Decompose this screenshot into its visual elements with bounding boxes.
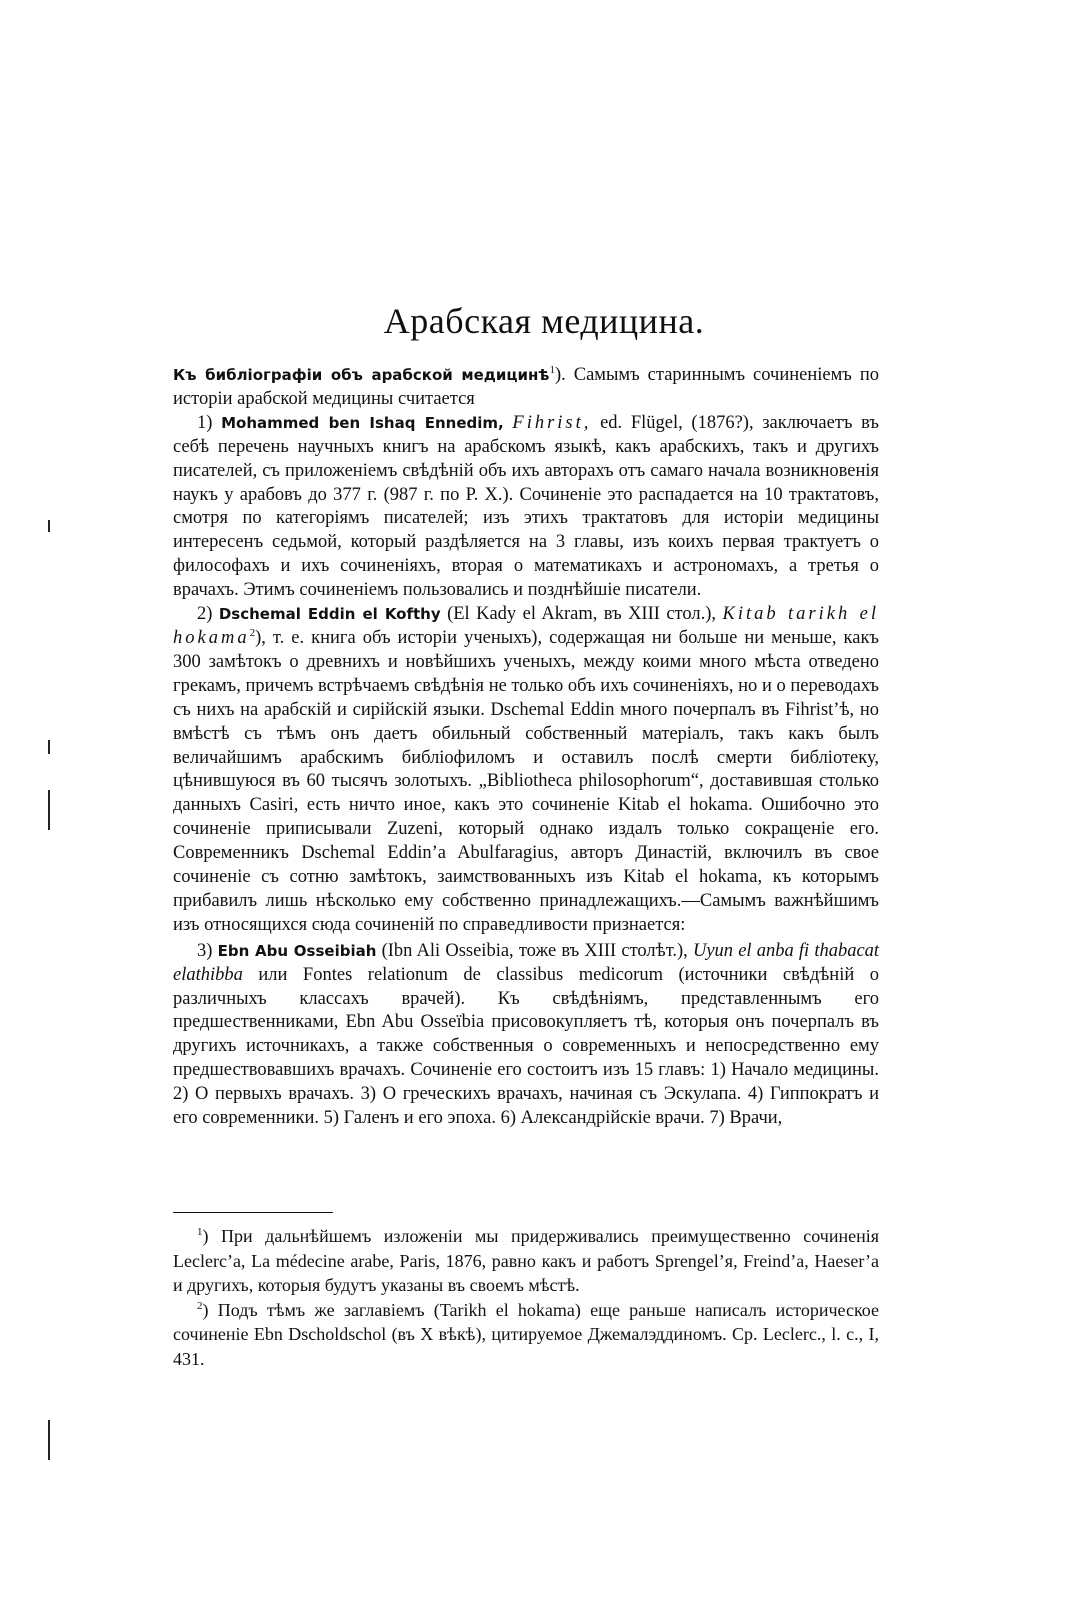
entry-2-number: 2) <box>197 604 213 625</box>
footnote-1 <box>173 1224 879 1298</box>
entry-2-text: ), т. е. книга объ исторіи ученыхъ), содержащая ни больше ни меньше, какъ 300 замѣтокъ о древнихъ и новѣйшихъ ученыхъ, между коими много мѣста отведено грекамъ, причемъ встрѣчаемъ свѣдѣнія не только объ ихъ сочиненіяхъ, но и о переводахъ съ нихъ на арабскій и сирійскій языки. Dschemal Eddin много почерпалъ въ Fihrist’ѣ, но вмѣстѣ съ тѣмъ онъ даетъ обильный собственный матеріалъ, такъ какъ былъ величайшимъ арабскимъ библіофиломъ и оставилъ послѣ смерти библіотеку, цѣнившуюся въ 60 тысячъ золотыхъ. „Bibliotheca philosophorum“, доставившая столько данныхъ Casiri, есть ничто иное, какъ это сочиненіе Kitab el hokama. Ошибочно это сочиненіе приписывали Zuzeni, который однако издалъ только сокращеніе его. Современникъ Dschemal Eddin’a Abulfaragius, авторъ Династій, включилъ въ свое сочиненіе съ сотню замѣтокъ, заимствованныхъ изъ Kitab el hokama, къ которымъ прибавилъ лишь нѣсколько ему собственно принадлежащихъ.—Самымъ важнѣйшимъ изъ относящихся сюда сочиненій по справедливости признается: <box>173 627 879 935</box>
entry-3-author: Ebn Abu Osseibiah <box>217 941 377 960</box>
scan-margin-line <box>48 520 50 532</box>
scan-margin-line <box>48 790 50 830</box>
entry-2 <box>173 603 879 938</box>
page-title: Арабская медицина. <box>383 301 705 341</box>
entry-3-text: или Fontes relationum de classibus medicorum (источники свѣдѣній о различныхъ классахъ врачей). Къ свѣдѣніямъ, представленнымъ его предшественниками, Ebn Abu Osseïbia присовокупляетъ тѣ, которыя онъ почерпалъ въ другихъ источникахъ, а также собственныя о современныхъ и непосредственно ему предшествовавшихъ врачахъ. Сочиненіе его состоитъ изъ 15 главъ: 1) Начало медицины. 2) О первыхъ врачахъ. 3) О греческихъ врачахъ, начиная съ Эскулапа. 4) Гиппократъ и его современники. 5) Галенъ и его эпоха. 6) Александрійскіе врачи. 7) Врачи, <box>173 964 879 1129</box>
entry-2-work: Kitab tarikh el hokama <box>173 604 880 648</box>
entry-3-number: 3) <box>197 940 213 961</box>
footnotes <box>173 1224 879 1371</box>
entry-1-author: Mohammed ben Ishaq Ennedim, <box>221 413 504 432</box>
entry-3-work: Uyun el anba fi thabacat elathibba <box>173 940 880 985</box>
scan-margin-line <box>48 1420 50 1460</box>
entry-2-author: Dschemal Eddin el Kofthy <box>218 605 441 624</box>
main-text <box>173 364 879 1131</box>
footnote-marker: 1 <box>197 1226 203 1238</box>
entry-1-work: Fihrist, <box>512 412 592 433</box>
intro-paragraph <box>173 364 879 412</box>
footnote-2-text: ) Подъ тѣмъ же заглавіемъ (Tarikh el hokama) еще раньше написалъ историческое сочиненіе Ebn Dscholdschol (въ X вѣкѣ), цитируемое Джемалэддиномъ. Ср. Leclerc., l. c., I, 431. <box>173 1299 879 1369</box>
intro-text: ). Самымъ стариннымъ сочиненіемъ по исторіи арабской медицины считается <box>173 365 880 409</box>
entry-3-alias: (Ibn Ali Osseibia, тоже въ XIII столѣт.), <box>381 940 688 961</box>
intro-heading: Къ библіографіи объ арабской медицинѣ <box>173 366 550 384</box>
footnote-2 <box>173 1298 879 1372</box>
footnote-marker: 2 <box>197 1299 203 1312</box>
footnote-ref: 1 <box>549 363 555 376</box>
footnote-divider <box>173 1212 333 1213</box>
entry-1 <box>173 412 879 603</box>
footnote-ref: 2 <box>249 626 256 639</box>
entry-2-alias: (El Kady el Akram, въ XIII стол.), <box>447 604 717 625</box>
entry-1-number: 1) <box>197 412 213 433</box>
footnote-1-text: ) При дальнѣйшемъ изложеніи мы придерживались преимущественно сочиненія Leclerc’a, La médecine arabe, Paris, 1876, равно какъ и работъ Sprengel’я, Freind’a, Haeser’a и другихъ, которыя будутъ указаны въ своемъ мѣстѣ. <box>173 1226 879 1295</box>
entry-1-text: ed. Flügel, (1876?), заключаетъ въ себѣ перечень научныхъ книгъ на арабскомъ языкѣ, какъ арабскихъ, такъ и другихъ писателей, съ приложеніемъ свѣдѣній объ ихъ авторахъ отъ самаго начала возникновенія наукъ у арабовъ до 377 г. (987 г. по Р. Х.). Сочиненіе это распадается на 10 трактатовъ, смотря по категоріямъ писателей; изъ этихъ трактатовъ для исторіи медицины интересенъ седьмой, который раздѣляется на 3 главы, изъ коихъ первая трактуетъ о философахъ и ихъ сочиненіяхъ, вторая о математикахъ и астрономахъ, а третья о врачахъ. Этимъ сочиненіемъ пользовались и позднѣйшіе писатели. <box>173 412 879 601</box>
entry-3 <box>173 940 879 1131</box>
scan-margin-line <box>48 740 50 754</box>
